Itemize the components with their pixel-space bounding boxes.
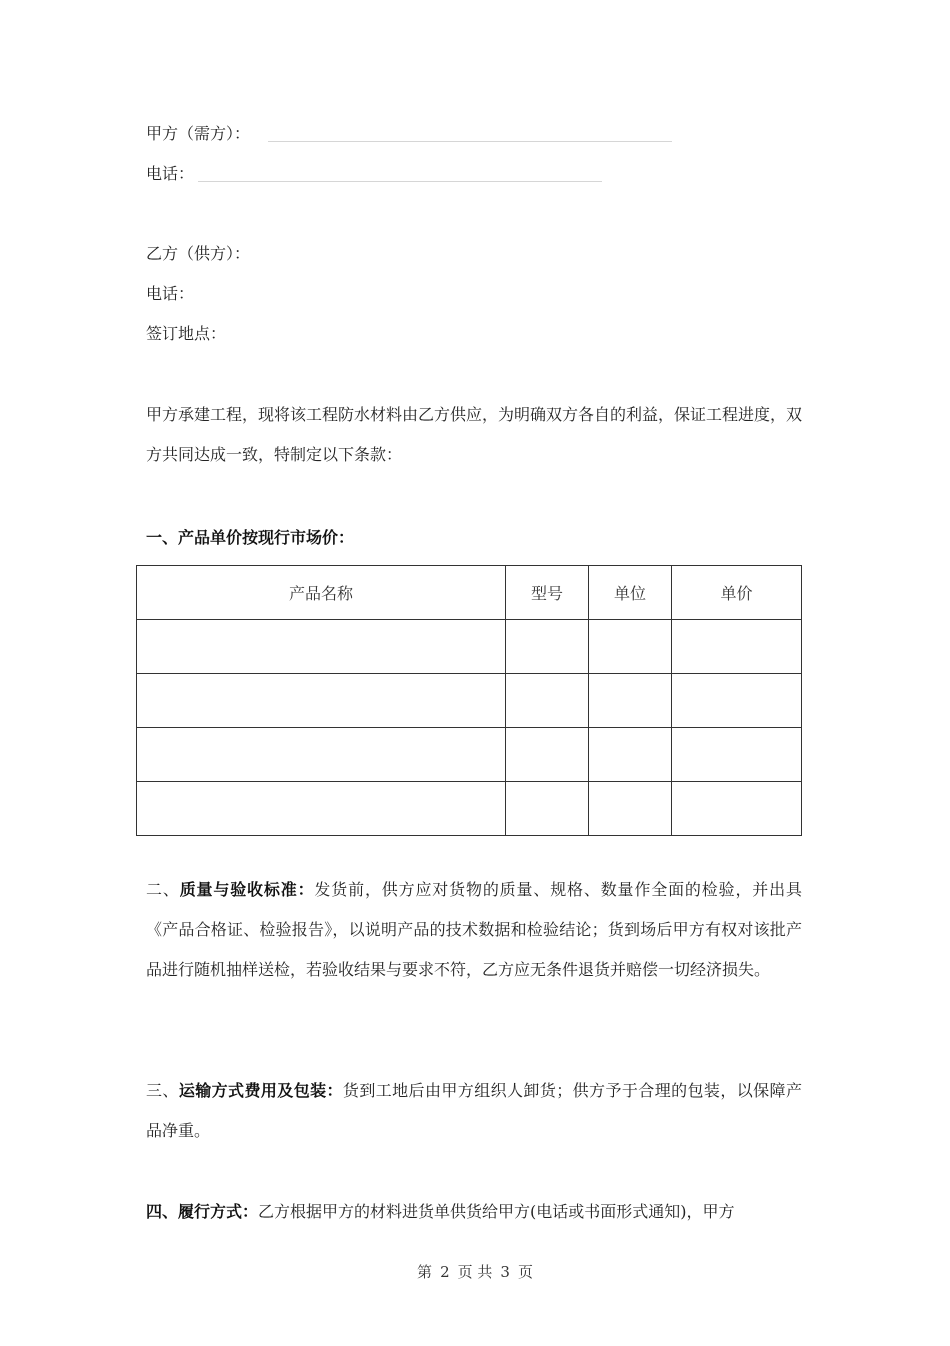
table-cell [589, 620, 672, 674]
table-cell [589, 782, 672, 836]
party-b-label: 乙方（供方）： [146, 244, 251, 263]
table-cell [589, 728, 672, 782]
table-cell [589, 674, 672, 728]
section3-prefix: 三、 [146, 1081, 179, 1100]
section4-body: 乙方根据甲方的材料进货单供货给甲方(电话或书面形式通知)，甲方 [258, 1202, 735, 1221]
section2-title: 质量与验收标准： [179, 880, 315, 899]
section4-title: 四、履行方式： [146, 1202, 259, 1221]
table-cell [506, 674, 589, 728]
table-cell [672, 620, 802, 674]
table-row [137, 782, 802, 836]
footer-current-page: 2 [440, 1263, 450, 1281]
header-product-name: 产品名称 [137, 566, 506, 620]
intro-paragraph: 甲方承建工程，现将该工程防水材料由乙方供应，为明确双方各自的利益，保证工程进度，双方共同达成一致，特制定以下条款： [146, 405, 803, 464]
section4-paragraph [146, 1192, 826, 1232]
section2-body: 发货前，供方应对货物的质量、规格、数量作全面的检验，并出具《产品合格证、检验报告》，以说明产品的技术数据和检验结论；货到场后甲方有权对该批产品进行随机抽样送检，若验收结果与要求不符，乙方应无条件退货并赔偿一切经济损失。 [146, 880, 802, 979]
table-row [137, 728, 802, 782]
table-cell [672, 782, 802, 836]
footer-prefix: 第 [417, 1263, 433, 1281]
section3-paragraph [146, 1071, 802, 1151]
table-cell [506, 620, 589, 674]
party-b-phone-label: 电话： [146, 284, 195, 303]
party-a-blank-line [268, 141, 672, 142]
footer-total-pages: 3 [500, 1263, 510, 1281]
section1-title: 一、产品单价按现行市场价： [146, 528, 355, 547]
table-cell [137, 782, 506, 836]
footer-suffix: 页 [517, 1263, 533, 1281]
section2-paragraph [146, 870, 802, 990]
table-cell [137, 674, 506, 728]
table-row [137, 620, 802, 674]
party-a-phone-blank-line [198, 181, 602, 182]
table-cell [672, 674, 802, 728]
section3-title: 运输方式费用及包装： [178, 1081, 343, 1100]
table-row [137, 674, 802, 728]
table-cell [137, 728, 506, 782]
header-unit-price: 单价 [672, 566, 802, 620]
section3-body: 货到工地后由甲方组织人卸货；供方予于合理的包装，以保障产品净重。 [146, 1081, 802, 1140]
table-cell [137, 620, 506, 674]
header-unit: 单位 [589, 566, 672, 620]
party-a-label: 甲方（需方）： [146, 124, 251, 143]
header-model: 型号 [506, 566, 589, 620]
party-a-phone-label: 电话： [146, 164, 195, 183]
table-cell [672, 728, 802, 782]
page-footer [0, 1262, 950, 1282]
sign-place-label: 签订地点： [146, 324, 227, 343]
section2-prefix: 二、 [146, 880, 180, 899]
table-cell [506, 782, 589, 836]
footer-middle: 页 共 [457, 1263, 493, 1281]
table-header-row [137, 566, 802, 620]
table-cell [506, 728, 589, 782]
product-price-table [136, 565, 802, 836]
